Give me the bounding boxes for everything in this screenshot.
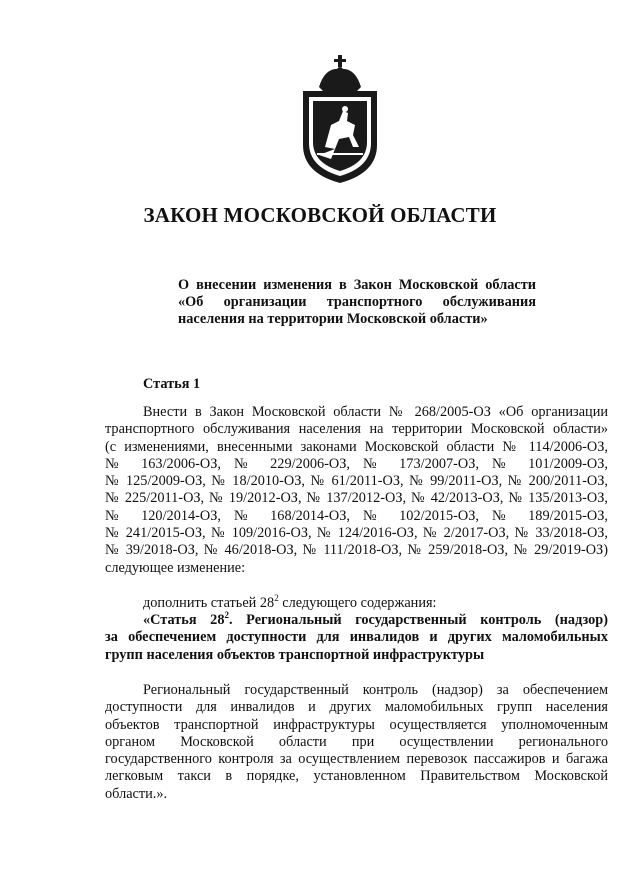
paragraph-line: групп населения объектов транспортной инфраструктуры <box>105 646 485 663</box>
paragraph-line: объектов транспортной инфраструктуры осуществляется уполномоченным <box>105 716 608 733</box>
paragraph-line: № 225/2011-ОЗ, № 19/2012-ОЗ, № 137/2012-ОЗ, № 42/2013-ОЗ, № 135/2013-ОЗ, <box>105 490 608 507</box>
supplement-text: дополнить статьей 28 <box>143 595 275 611</box>
paragraph-line: Внести в Закон Московской области № 268/2005-ОЗ «Об организации <box>143 404 608 420</box>
superscript: 2 <box>224 610 229 621</box>
paragraph-line <box>105 612 608 629</box>
subtitle-line: О внесении изменения в Закон Московской области <box>178 277 536 293</box>
article-28-first-tail: . Региональный государственный контроль (надзор) <box>228 612 608 628</box>
paragraph-line: области.». <box>105 785 168 802</box>
paragraph-line: следующее изменение: <box>105 559 246 576</box>
paragraph-line: транспортного обслуживания населения на территории Московской области» <box>105 421 608 438</box>
paragraph-line: № 125/2009-ОЗ, № 18/2010-ОЗ, № 61/2011-ОЗ, № 99/2011-ОЗ, № 200/2011-ОЗ, <box>105 473 608 490</box>
paragraph-article-28-body <box>105 682 608 803</box>
article-28-heading <box>105 612 608 664</box>
paragraph-line: органом Московской области при осуществлении регионального <box>105 733 608 750</box>
subtitle-line: населения на территории Московской области» <box>178 311 488 327</box>
paragraph-line: № 241/2015-ОЗ, № 109/2016-ОЗ, № 124/2016-ОЗ, № 2/2017-ОЗ, № 33/2018-ОЗ, <box>105 525 608 542</box>
paragraph-line: № 39/2018-ОЗ, № 46/2018-ОЗ, № 111/2018-ОЗ, № 259/2018-ОЗ, № 29/2019-ОЗ) <box>105 542 608 559</box>
article-28-open: «Статья 28 <box>143 612 225 628</box>
coat-of-arms-emblem <box>295 55 385 185</box>
paragraph-line: № 120/2014-ОЗ, № 168/2014-ОЗ, № 102/2015-ОЗ, № 189/2015-ОЗ, <box>105 507 608 524</box>
superscript: 2 <box>274 593 279 604</box>
paragraph-line: доступности для инвалидов и других маломобильных групп населения <box>105 699 608 716</box>
paragraph-line: № 163/2006-ОЗ, № 229/2006-ОЗ, № 173/2007-ОЗ, № 101/2009-ОЗ, <box>105 455 608 472</box>
article-heading: Статья 1 <box>143 376 201 392</box>
document-title: ЗАКОН МОСКОВСКОЙ ОБЛАСТИ <box>143 203 497 227</box>
supplement-tail: следующего содержания: <box>278 595 437 611</box>
paragraph-line: Региональный государственный контроль (надзор) за обеспечением <box>143 682 608 698</box>
paragraph-supplement <box>143 595 608 612</box>
paragraph-line: за обеспечением доступности для инвалидов и других маломобильных <box>105 629 608 646</box>
subtitle-line: «Об организации транспортного обслуживания <box>178 294 536 310</box>
document-subtitle <box>178 277 536 328</box>
paragraph-line: легковым такси в порядке, установленном Правительством Московской <box>105 768 608 785</box>
paragraph-amendment <box>105 404 608 577</box>
paragraph-line: государственного контроля за осуществлением перевозок пассажиров и багажа <box>105 751 608 768</box>
paragraph-line <box>143 595 608 612</box>
paragraph-line: (с изменениями, внесенными законами Московской области № 114/2006-ОЗ, <box>105 438 608 455</box>
